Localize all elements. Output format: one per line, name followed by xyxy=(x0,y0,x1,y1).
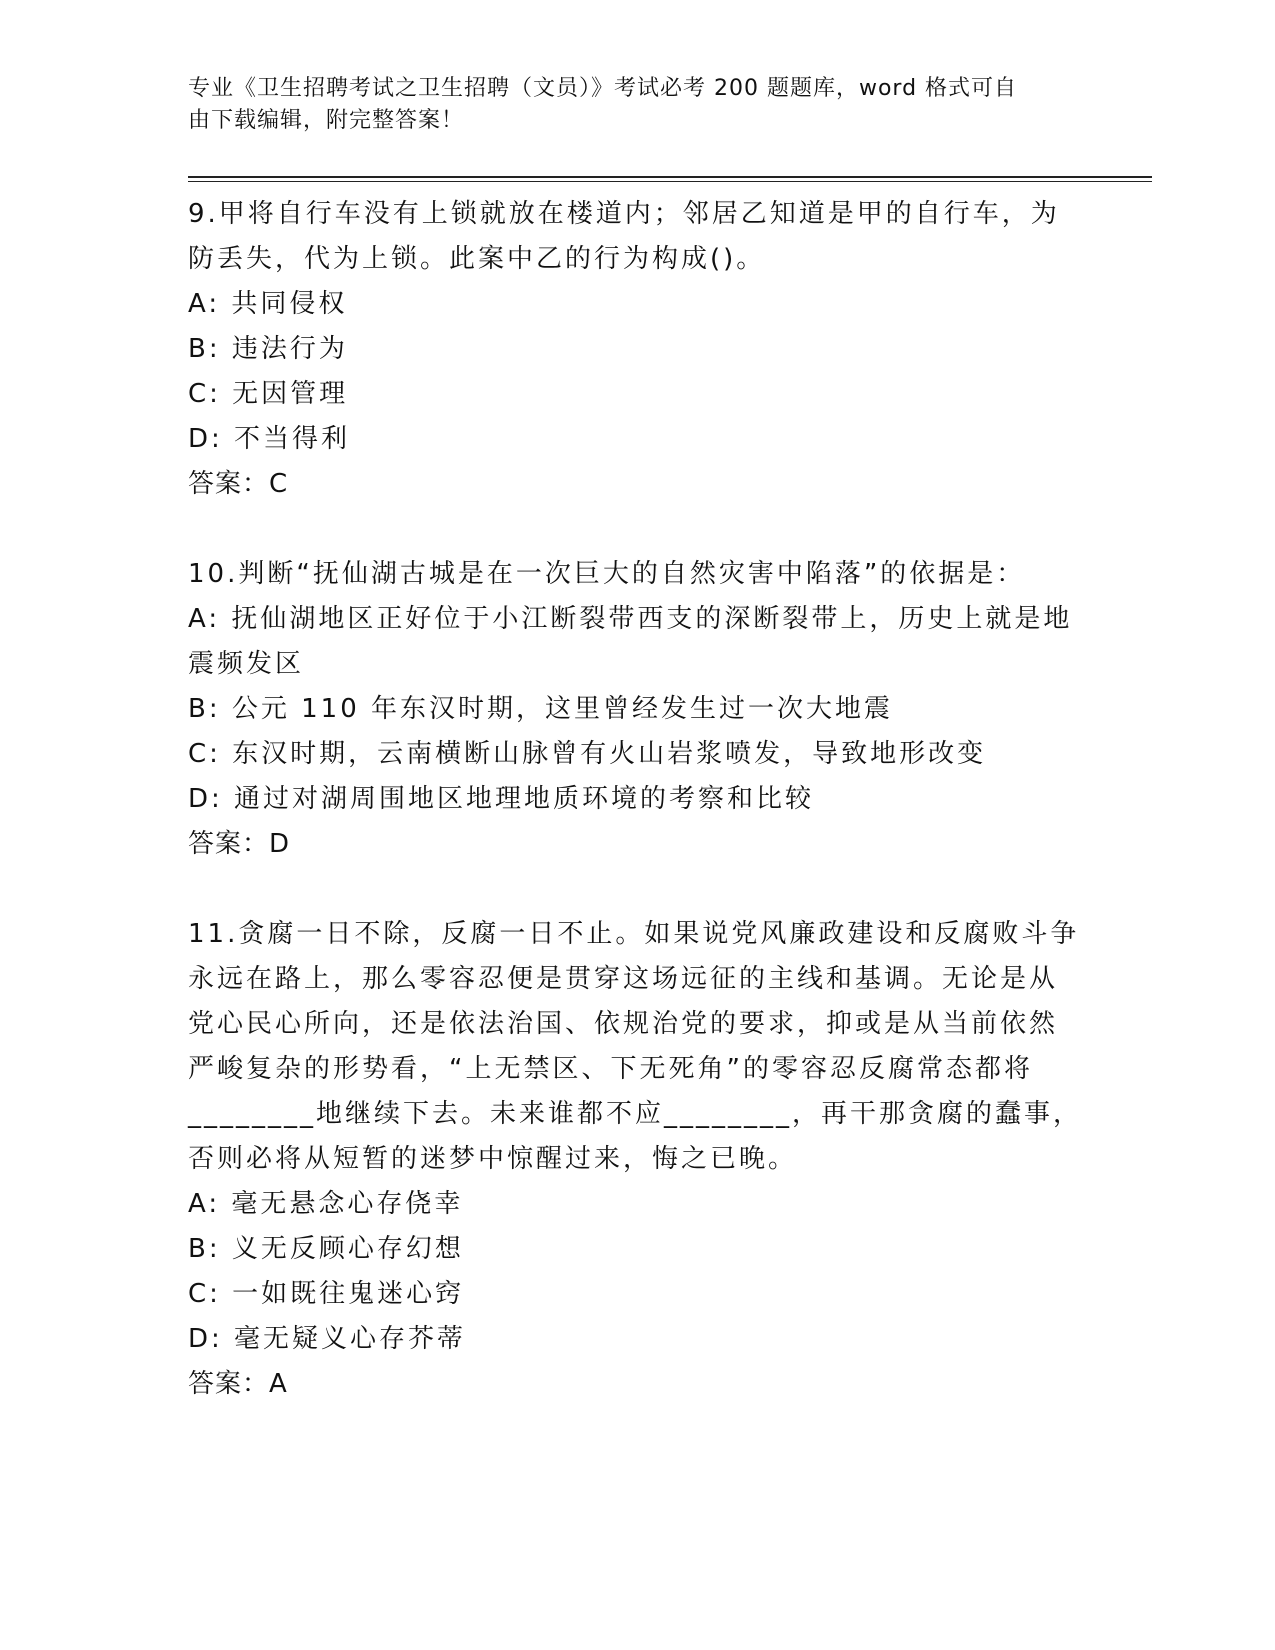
option-d: D: 不当得利 xyxy=(188,424,351,454)
document-header xyxy=(188,73,1068,137)
option-a: A: 抚仙湖地区正好位于小江断裂带西支的深断裂带上，历史上就是地 xyxy=(188,604,1073,634)
question-list xyxy=(188,192,1088,1407)
option-c: C: 东汉时期，云南横断山脉曾有火山岩浆喷发，导致地形改变 xyxy=(188,739,987,769)
question-stem: 11.贪腐一日不除，反腐一日不止。如果说党风廉政建设和反腐败斗争 xyxy=(188,919,1080,949)
option-d: D: 通过对湖周围地区地理地质环境的考察和比较 xyxy=(188,784,815,814)
question-stem: 否则必将从短暂的迷梦中惊醒过来，悔之已晚。 xyxy=(188,1144,798,1174)
spacer xyxy=(188,867,1088,912)
answer: 答案：C xyxy=(188,469,289,499)
question-stem: 防丢失，代为上锁。此案中乙的行为构成()。 xyxy=(188,244,766,274)
question-10 xyxy=(188,552,1088,867)
question-stem: 永远在路上，那么零容忍便是贯穿这场远征的主线和基调。无论是从 xyxy=(188,964,1059,994)
header-line: 专业《卫生招聘考试之卫生招聘（文员）》考试必考 200 题题库，word 格式可自 xyxy=(188,76,1018,101)
header-line: 由下载编辑，附完整答案！ xyxy=(188,108,465,133)
option-a-continued: 震频发区 xyxy=(188,649,305,679)
option-b: B: 义无反顾心存幻想 xyxy=(188,1234,464,1264)
question-9 xyxy=(188,192,1088,507)
option-c: C: 一如既往鬼迷心窍 xyxy=(188,1279,465,1309)
spacer xyxy=(188,507,1088,552)
option-b: B: 公元 110 年东汉时期，这里曾经发生过一次大地震 xyxy=(188,694,894,724)
question-11 xyxy=(188,912,1088,1407)
answer: 答案：D xyxy=(188,829,291,859)
answer: 答案：A xyxy=(188,1369,288,1399)
question-stem: 党心民心所向，还是依法治国、依规治党的要求，抑或是从当前依然 xyxy=(188,1009,1059,1039)
header-divider-thin xyxy=(188,181,1152,182)
option-d: D: 毫无疑义心存芥蒂 xyxy=(188,1324,467,1354)
option-c: C: 无因管理 xyxy=(188,379,349,409)
question-stem: 严峻复杂的形势看，“上无禁区、下无死角”的零容忍反腐常态都将 xyxy=(188,1054,1033,1084)
header-divider xyxy=(188,176,1152,178)
question-stem: 10.判断“抚仙湖古城是在一次巨大的自然灾害中陷落”的依据是： xyxy=(188,559,1026,589)
option-a: A: 毫无悬念心存侥幸 xyxy=(188,1189,464,1219)
question-stem: 9.甲将自行车没有上锁就放在楼道内；邻居乙知道是甲的自行车，为 xyxy=(188,199,1060,229)
option-b: B: 违法行为 xyxy=(188,334,348,364)
question-stem: ________地继续下去。未来谁都不应________，再干那贪腐的蠢事， xyxy=(188,1099,1083,1129)
option-a: A: 共同侵权 xyxy=(188,289,348,319)
